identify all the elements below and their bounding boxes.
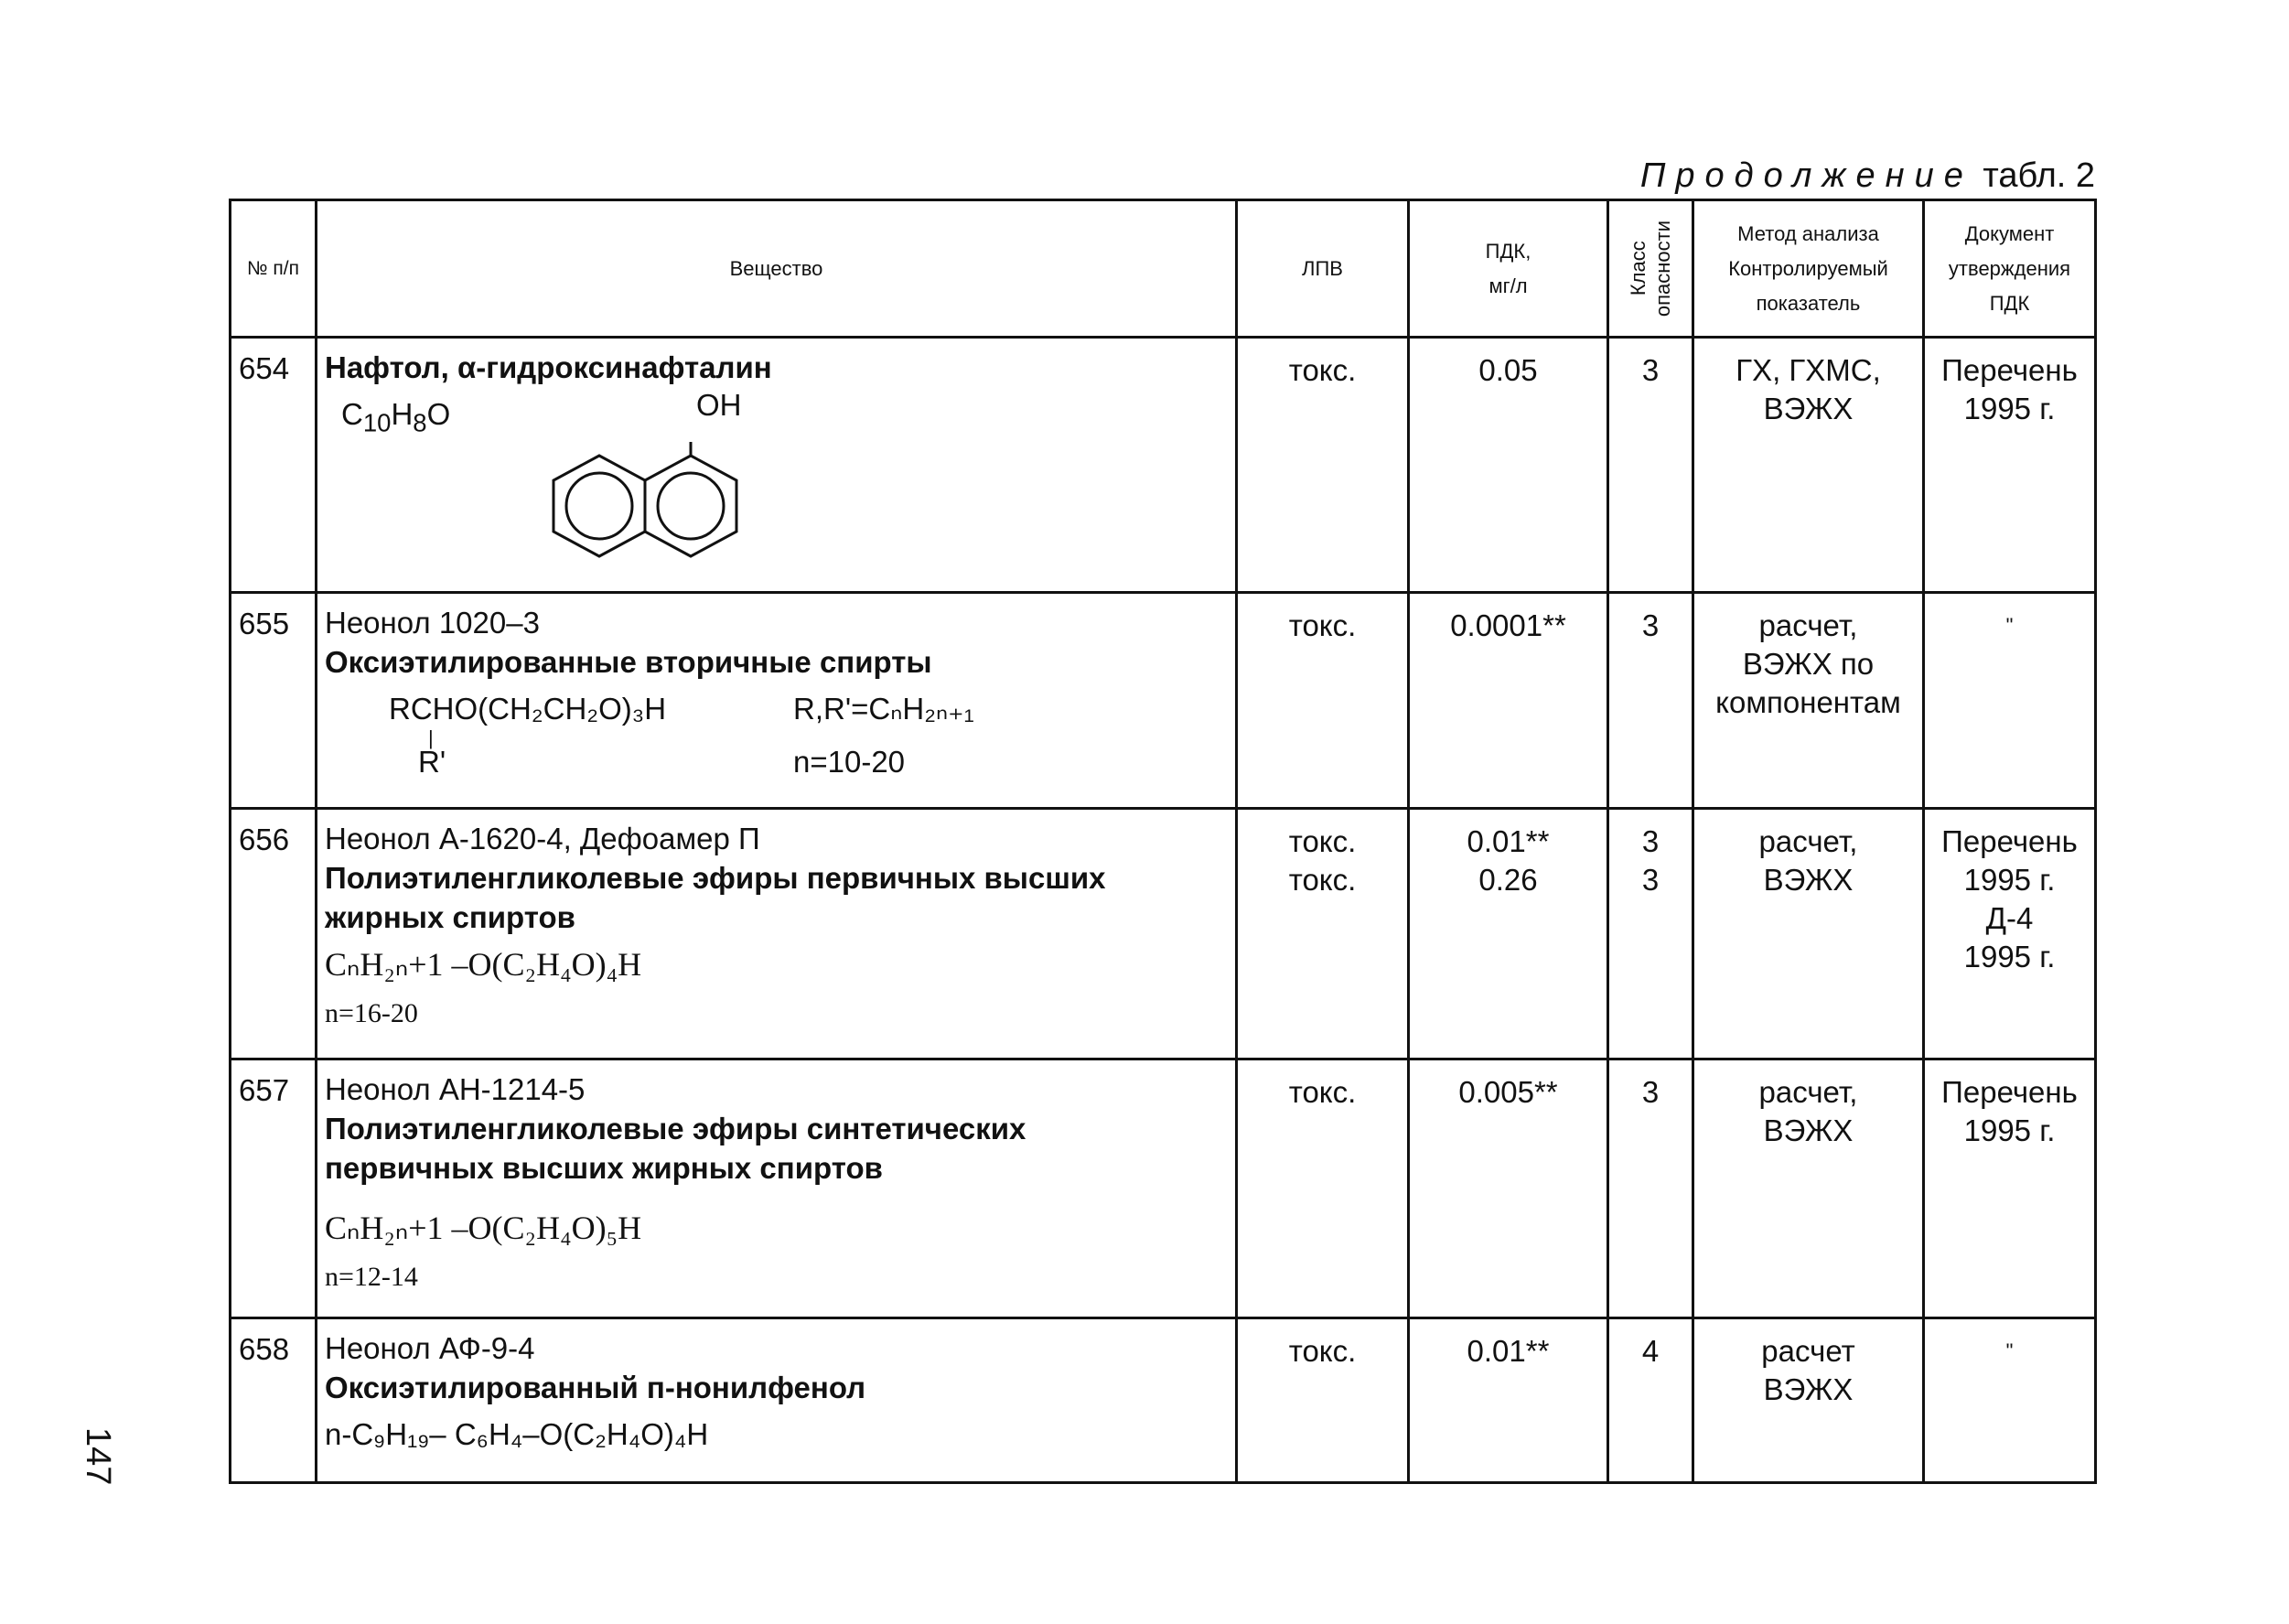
hazard-cell: 3 3	[1608, 809, 1693, 1059]
hazard-cell: 3	[1608, 1059, 1693, 1318]
header-doc-line2: утверждения	[1948, 256, 2071, 280]
pdk-cell: 0.05	[1409, 338, 1608, 593]
header-document	[1924, 200, 2096, 338]
row-number: 657	[231, 1059, 317, 1318]
substance-name-line2: жирных спиртов	[325, 900, 575, 934]
substance-name-line2: первичных высших жирных спиртов	[325, 1151, 883, 1185]
header-no: № п/п	[231, 200, 317, 338]
row-number: 656	[231, 809, 317, 1059]
method-cell: ГХ, ГХМС, ВЭЖХ	[1693, 338, 1924, 593]
method-cell: расчет, ВЭЖХ по компонентам	[1693, 593, 1924, 809]
method-cell: расчет, ВЭЖХ	[1693, 809, 1924, 1059]
header-pdk	[1409, 200, 1608, 338]
lpv-cell: токс.	[1237, 593, 1409, 809]
formula-range: n=12-14	[325, 1262, 418, 1292]
lpv-cell: токс. токс.	[1237, 809, 1409, 1059]
substance-cell	[317, 1059, 1237, 1318]
row-number: 655	[231, 593, 317, 809]
hazard-cell: 3	[1608, 593, 1693, 809]
substance-formula: CₙH₂ₙ+1 –O(C₂H₄O)₄H	[325, 946, 642, 983]
method-cell: расчет ВЭЖХ	[1693, 1318, 1924, 1483]
header-method-line2: Контролируемый	[1728, 256, 1888, 280]
header-pdk-line1: ПДК,	[1485, 239, 1531, 263]
substance-name: Оксиэтилированный п-нонилфенол	[325, 1371, 866, 1404]
substance-name: Нафтол, α-гидроксинафталин	[325, 350, 772, 384]
naphthol-structure-icon	[544, 442, 755, 579]
table-row	[231, 1059, 2096, 1318]
pdk-cell: 0.005**	[1409, 1059, 1608, 1318]
header-hazard-text	[1626, 220, 1675, 317]
header-row	[231, 200, 2096, 338]
pdk-cell: 0.01**	[1409, 1318, 1608, 1483]
formula-radical: R'	[418, 745, 446, 779]
page-number: 147	[79, 1427, 117, 1486]
document-cell: Перечень 1995 г.	[1924, 1059, 2096, 1318]
substance-trade-name: Неонол А-1620-4, Дефоамер П	[325, 822, 760, 855]
substance-cell	[317, 809, 1237, 1059]
table-row	[231, 338, 2096, 593]
caption-table-number: табл. 2	[1983, 156, 2095, 195]
table-row	[231, 1318, 2096, 1483]
substance-cell	[317, 1318, 1237, 1483]
substance-name: Оксиэтилированные вторичные спирты	[325, 645, 932, 679]
substance-formula-block	[325, 682, 1228, 779]
formula-condition: R,R'=CₙH₂ₙ₊₁	[793, 692, 974, 726]
substance-trade-name: Неонол АН-1214-5	[325, 1072, 586, 1106]
pdk-cell: 0.01** 0.26	[1409, 809, 1608, 1059]
header-hazard-class	[1608, 200, 1693, 338]
table-caption	[1640, 156, 2095, 196]
table-row	[231, 809, 2096, 1059]
substance-formula: n-C₉H₁₉– C₆H₄–O(C₂H₄O)₄H	[325, 1417, 709, 1451]
header-doc-line1: Документ	[1964, 221, 2055, 245]
substance-name-line1: Полиэтиленгликолевые эфиры первичных высших	[325, 861, 1106, 895]
lpv-cell: токс.	[1237, 1318, 1409, 1483]
row-number: 654	[231, 338, 317, 593]
substance-formula: CₙH₂ₙ+1 –O(C₂H₄O)₅H	[325, 1210, 642, 1246]
substance-formula: $C_{10}H_8O$ OH	[341, 388, 742, 437]
substance-trade-name: Неонол АФ-9-4	[325, 1331, 535, 1365]
document-cell: "	[1924, 593, 2096, 809]
lpv-cell: токс.	[1237, 338, 1409, 593]
header-doc-line3: ПДК	[1989, 291, 2030, 315]
pdk-cell: 0.0001**	[1409, 593, 1608, 809]
header-method-line1: Метод анализа	[1737, 221, 1879, 245]
row-number: 658	[231, 1318, 317, 1483]
header-hazard-line1: Класс	[1627, 241, 1650, 296]
substance-trade-name: Неонол 1020–3	[325, 606, 540, 640]
document-cell: "	[1924, 1318, 2096, 1483]
substance-formula: RCHO(CH₂CH₂O)₃H	[389, 692, 667, 726]
header-method	[1693, 200, 1924, 338]
substance-name-line1: Полиэтиленгликолевые эфиры синтетических	[325, 1112, 1026, 1145]
header-lpv: ЛПВ	[1237, 200, 1409, 338]
structure-oh-label: OH	[696, 388, 742, 422]
method-cell: расчет, ВЭЖХ	[1693, 1059, 1924, 1318]
hazard-cell: 3	[1608, 338, 1693, 593]
substance-cell	[317, 593, 1237, 809]
lpv-cell: токс.	[1237, 1059, 1409, 1318]
caption-continuation: Продолжение	[1639, 156, 1973, 195]
header-method-line3: показатель	[1756, 291, 1861, 315]
formula-bond-icon: |	[428, 726, 434, 749]
formula-range: n=10-20	[793, 745, 906, 779]
formula-range: n=16-20	[325, 998, 418, 1028]
substance-table	[229, 199, 2097, 1484]
header-pdk-line2: мг/л	[1488, 274, 1528, 297]
header-substance: Вещество	[317, 200, 1237, 338]
document-cell: Перечень 1995 г. Д-4 1995 г.	[1924, 809, 2096, 1059]
substance-cell	[317, 338, 1237, 593]
document-cell: Перечень 1995 г.	[1924, 338, 2096, 593]
hazard-cell: 4	[1608, 1318, 1693, 1483]
table-row	[231, 593, 2096, 809]
header-hazard-line2: опасности	[1651, 220, 1674, 317]
